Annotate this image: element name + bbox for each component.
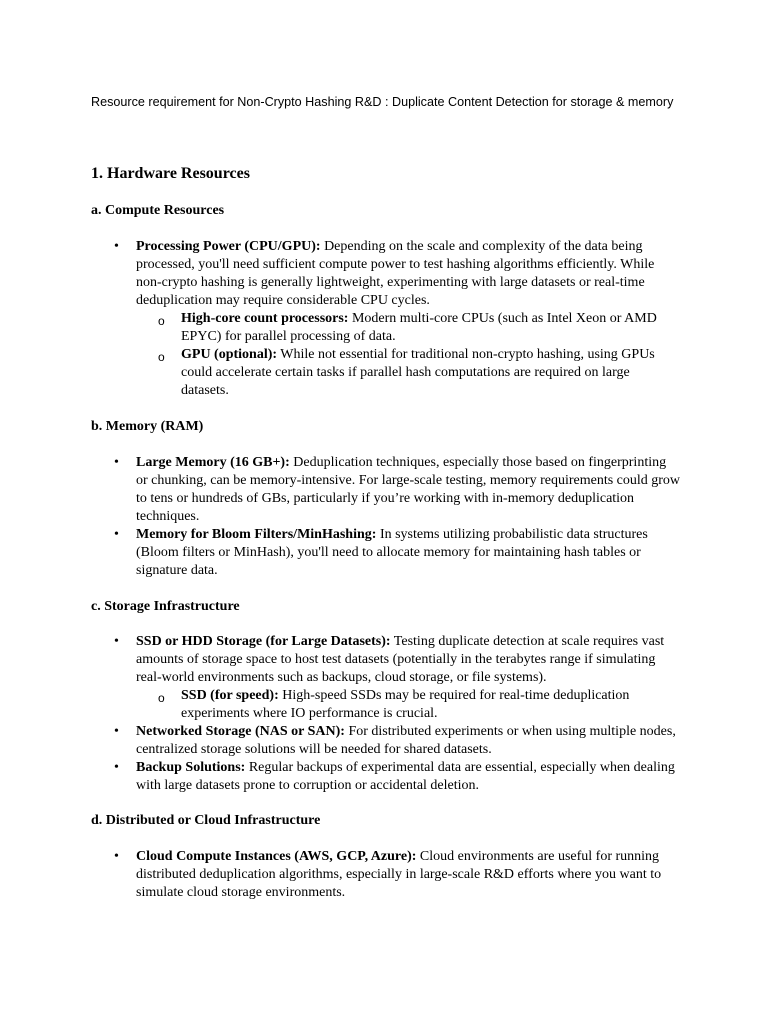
sub-bullet-marker: o bbox=[158, 691, 165, 705]
subsection-heading-storage: c. Storage Infrastructure bbox=[91, 599, 240, 614]
list-item-large-memory bbox=[136, 454, 681, 526]
item-text: In systems utilizing probabilistic data structures (Bloom filters or MinHash), you'll need to allocate memory for maintaining hash tables or signature data. bbox=[136, 527, 648, 578]
list-item-high-core bbox=[181, 310, 681, 346]
item-label: Large Memory (16 GB+): bbox=[136, 455, 290, 470]
bullet-marker: • bbox=[114, 527, 119, 542]
item-label: GPU (optional): bbox=[181, 347, 278, 362]
item-text: While not essential for traditional non-crypto hashing, using GPUs could accelerate certain tasks if parallel hash computations are required on large datasets. bbox=[181, 347, 655, 398]
list-item-backup bbox=[136, 759, 681, 795]
item-text: Regular backups of experimental data are essential, especially when dealing with large datasets prone to corruption or accidental deletion. bbox=[136, 760, 675, 793]
list-item-gpu bbox=[181, 346, 681, 400]
item-text: Modern multi-core CPUs (such as Intel Xeon or AMD EPYC) for parallel processing of data. bbox=[181, 311, 657, 344]
document-title: Resource requirement for Non-Crypto Hashing R&D : Duplicate Content Detection for storage & memory bbox=[91, 95, 674, 109]
subsection-heading-memory: b. Memory (RAM) bbox=[91, 419, 204, 434]
list-item-ssd-speed bbox=[181, 687, 681, 723]
bullet-marker: • bbox=[114, 455, 119, 470]
bullet-marker: • bbox=[114, 724, 119, 739]
item-label: Memory for Bloom Filters/MinHashing: bbox=[136, 527, 377, 542]
item-label: SSD or HDD Storage (for Large Datasets): bbox=[136, 634, 391, 649]
subsection-heading-compute: a. Compute Resources bbox=[91, 203, 225, 218]
item-label: Processing Power (CPU/GPU): bbox=[136, 239, 321, 254]
bullet-marker: • bbox=[114, 849, 119, 864]
list-item-bloom-filters bbox=[136, 526, 681, 580]
bullet-marker: • bbox=[114, 760, 119, 775]
item-text: High-speed SSDs may be required for real-time deduplication experiments where IO performance is crucial. bbox=[181, 688, 630, 721]
list-item-networked-storage bbox=[136, 723, 681, 759]
subsection-heading-cloud: d. Distributed or Cloud Infrastructure bbox=[91, 813, 321, 828]
item-label: Networked Storage (NAS or SAN): bbox=[136, 724, 345, 739]
item-label: Cloud Compute Instances (AWS, GCP, Azure): bbox=[136, 849, 417, 864]
item-label: Backup Solutions: bbox=[136, 760, 246, 775]
bullet-marker: • bbox=[114, 634, 119, 649]
item-text: Cloud environments are useful for running distributed deduplication algorithms, especially in large-scale R&D efforts where you want to simulate cloud storage environments. bbox=[136, 849, 662, 900]
item-text: Testing duplicate detection at scale requires vast amounts of storage space to host test datasets (potentially in the terabytes range if simulating real-world environments such as backups, cloud storage, or file systems). bbox=[136, 634, 665, 685]
bullet-marker: • bbox=[114, 239, 119, 254]
list-item-ssd-hdd bbox=[136, 633, 681, 687]
item-text: For distributed experiments or when using multiple nodes, centralized storage solutions will be needed for shared datasets. bbox=[136, 724, 676, 757]
item-text: Depending on the scale and complexity of the data being processed, you'll need sufficient compute power to test hashing algorithms efficiently. While non-crypto hashing is generally lightweight, experimenting with large datasets or real-time deduplication may require considerable CPU cycles. bbox=[136, 239, 655, 308]
item-label: SSD (for speed): bbox=[181, 688, 279, 703]
list-item-cloud-compute bbox=[136, 848, 681, 902]
list-item-processing-power bbox=[136, 238, 681, 310]
item-text: Deduplication techniques, especially those based on fingerprinting or chunking, can be memory-intensive. For large-scale testing, memory requirements could grow to tens or hundreds of GBs, particularly if you’re working with in-memory deduplication techniques. bbox=[136, 455, 681, 524]
sub-bullet-marker: o bbox=[158, 314, 165, 328]
item-label: High-core count processors: bbox=[181, 311, 349, 326]
sub-bullet-marker: o bbox=[158, 350, 165, 364]
section-heading-hardware: 1. Hardware Resources bbox=[91, 165, 250, 182]
